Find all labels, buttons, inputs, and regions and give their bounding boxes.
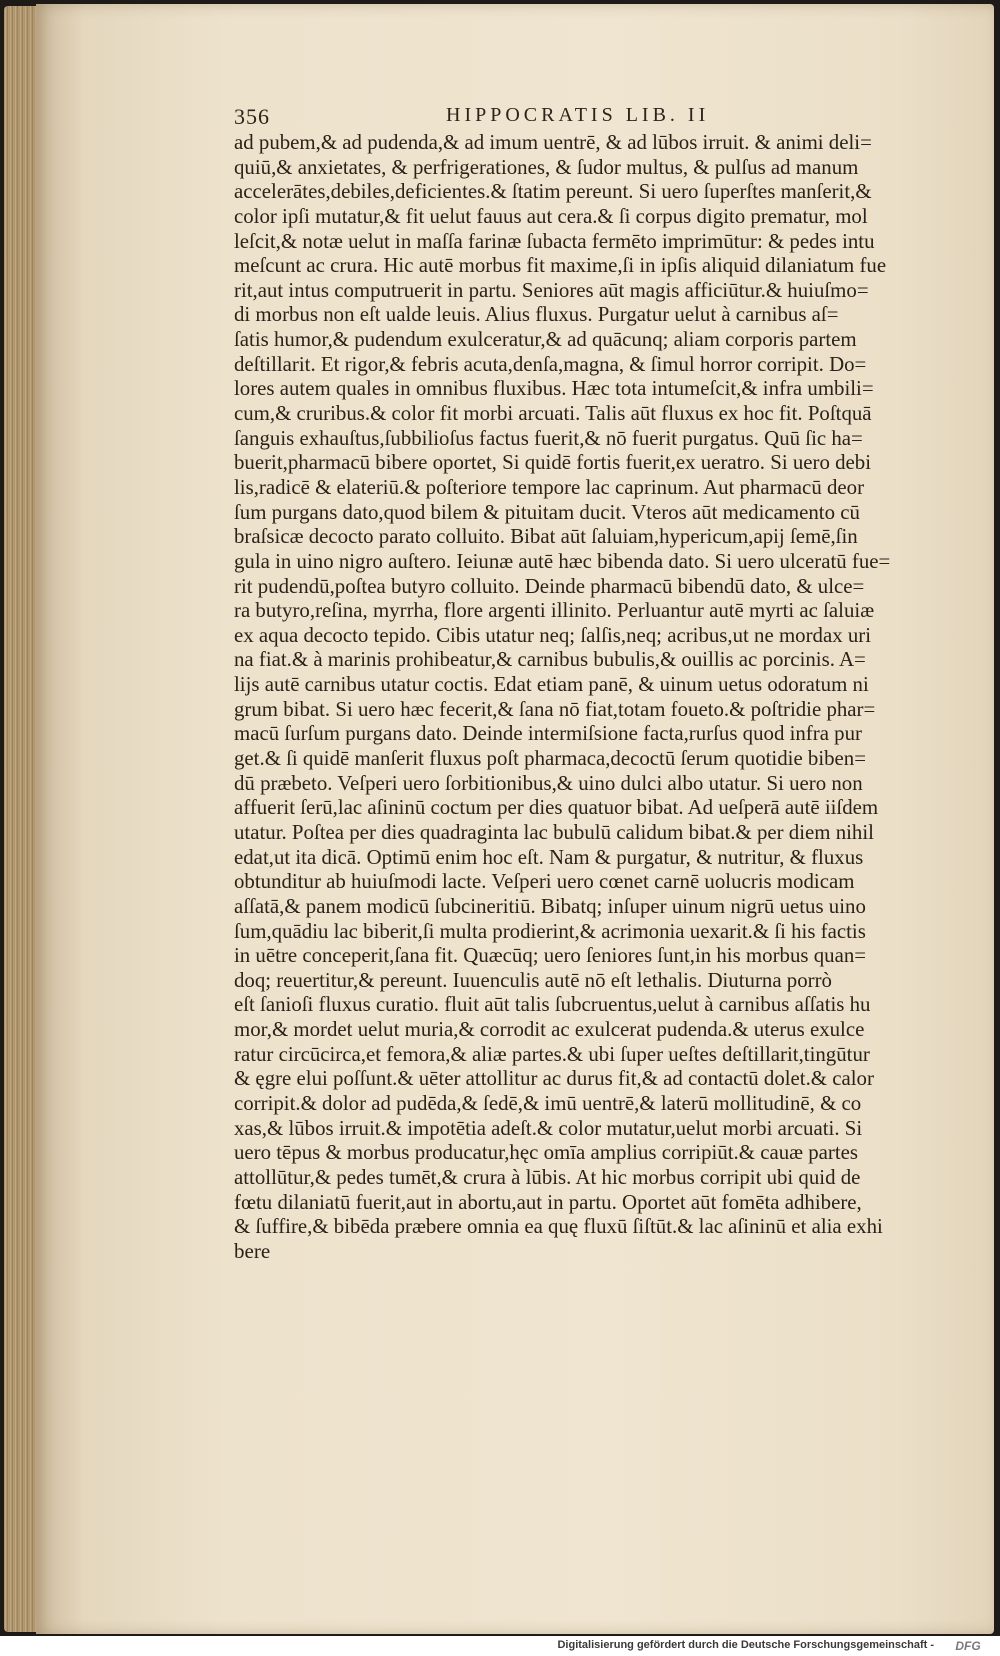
text-line: affuerit ſerū,lac aſininū coctum per dies quatuor bibat. Ad ueſperā autē iiſdem: [234, 795, 879, 820]
text-line: get.& ſi quidē manſerit fluxus poſt pharmaca,decoctū ſerum quotidie biben=: [234, 746, 867, 771]
text-line: ra butyro,reſina, myrrha, flore argenti illinito. Perluantur autē myrti ac ſaluiæ: [234, 598, 875, 623]
footer-credit: Digitalisierung gefördert durch die Deutsche Forschungsgemeinschaft -: [557, 1639, 934, 1651]
text-line: braſsicæ decocto parato colluito. Bibat aūt ſaluiam,hypericum,apij ſemē,ſin: [234, 524, 858, 549]
text-line: utatur. Poſtea per dies quadraginta lac bubulū calidum bibat.& per diem nihil: [234, 819, 874, 844]
text-line: uero tēpus & morbus producatur,hęc omīa amplius corripiūt.& cauæ partes: [234, 1140, 859, 1165]
text-line: lis,radicē & elateriū.& poſteriore tempore lac caprinum. Aut pharmacū deor: [234, 474, 865, 499]
text-line: corripit.& dolor ad pudēda,& ſedē,& imū uentrē,& laterū mollitudinē, & co: [234, 1090, 862, 1115]
text-line: color ipſi mutatur,& fit uelut fauus aut cera.& ſi corpus digito prematur, mol: [234, 203, 868, 228]
text-line: aſſatā,& panem modicū ſubcineritiū. Bibatq; inſuper uinum nigrū uetus uino: [234, 893, 866, 918]
text-line: buerit,pharmacū bibere oportet, Si quidē fortis fuerit,ex ueratro. Si uero debi: [234, 450, 872, 475]
text-line: ratur circūcirca,et femora,& aliæ partes.& ubi ſuper ueſtes deſtillarit,tingūtur: [234, 1041, 870, 1066]
text-line: fœtu dilaniatū fuerit,aut in abortu,aut in partu. Oportet aūt fomēta adhibere,: [234, 1189, 862, 1214]
text-line: na fiat.& à marinis prohibeatur,& carnibus bubulis,& ouillis ac porcinis. A=: [234, 647, 866, 672]
text-line: leſcit,& notæ uelut in maſſa farinæ ſubacta fermēto imprimūtur: & pedes intu: [234, 228, 875, 253]
text-line: & ęgre elui poſſunt.& uēter attollitur ac durus fit,& ad contactū dolet.& calor: [234, 1066, 874, 1091]
text-line: ex aqua decocto tepido. Cibis utatur neq; ſalſis,neq; acribus,ut ne mordax uri: [234, 622, 872, 647]
folio-number: 356: [234, 104, 270, 129]
text-line: accelerātes,debiles,deficientes.& ſtatim pereunt. Si uero ſuperſtes manſerit,&: [234, 179, 872, 204]
text-line: bere: [234, 1238, 271, 1263]
text-line: ad pubem,& ad pudenda,& ad imum uentrē, & ad lūbos irruit. & animi deli=: [234, 130, 872, 154]
text-line: dū præbeto. Veſperi uero ſorbitionibus,& uino dulci albo utatur. Si uero non: [234, 770, 863, 795]
text-line: doq; reuertitur,& pereunt. Iuuenculis autē nō eſt lethalis. Diuturna porrò: [234, 967, 832, 992]
page-edges: [4, 6, 38, 1632]
text-line: deſtillarit. Et rigor,& febris acuta,denſa,magna, & ſimul horror corripit. Do=: [234, 351, 867, 376]
text-line: grum bibat. Si uero hæc fecerit,& ſana nō fiat,totam foueto.& poſtridie phar=: [234, 696, 876, 721]
text-line: ſatis humor,& pudendum exulceratur,& ad quācunq; aliam corporis partem: [234, 327, 857, 352]
text-line: macū ſurſum purgans dato. Deinde intermiſsione facta,rurſus quod infra pur: [234, 721, 862, 746]
text-line: meſcunt ac crura. Hic autē morbus fit maxime,ſi in ipſis aliquid dilaniatum fue: [234, 253, 887, 278]
text-line: gula in uino nigro auſtero. Ieiunæ autē hæc bibenda dato. Si uero ulceratū fue=: [234, 548, 891, 573]
text-line: edat,ut ita dicā. Optimū enim hoc eſt. Nam & purgatur, & nutritur, & fluxus: [234, 844, 864, 869]
footer-bar: [0, 1636, 1000, 1656]
text-line: rit,aut intus computruerit in partu. Seniores aūt magis afficiūtur.& huiuſmo=: [234, 277, 869, 302]
running-title: HIPPOCRATIS LIB. II: [446, 104, 710, 126]
text-line: & ſuffire,& bibēda præbere omnia ea quę fluxū ſiſtūt.& lac aſininū et alia exhi: [234, 1214, 883, 1239]
text-line: xas,& lūbos irruit.& impotētia adeſt.& color mutatur,uelut morbi arcuati. Si: [234, 1115, 863, 1140]
text-line: rit pudendū,poſtea butyro colluito. Deinde pharmacū bibendū dato, & ulce=: [234, 573, 865, 598]
text-line: mor,& mordet uelut muria,& corrodit ac exulcerat pudenda.& uterus exulce: [234, 1017, 865, 1042]
text-line: quiū,& anxietates, & perfrigerationes, & ſudor multus, & pulſus ad manum: [234, 154, 859, 179]
text-line: attollūtur,& pedes tumēt,& crura à lūbis. At hic morbus corripit ubi quid de: [234, 1164, 861, 1189]
text-line: lores autem quales in omnibus fluxibus. Hæc tota intumeſcit,& infra umbili=: [234, 376, 874, 401]
text-line: ſum,quādiu lac biberit,ſi multa prodierint,& acrimonia uexarit.& ſi his factis: [234, 918, 866, 943]
dfg-logo: DFG: [955, 1639, 981, 1653]
text-line: cum,& cruribus.& color fit morbi arcuati. Talis aūt fluxus ex hoc fit. Poſtquā: [234, 401, 872, 426]
text-line: lijs autē carnibus utatur coctis. Edat etiam panē, & uinum uetus odoratum ni: [234, 672, 869, 697]
text-line: eſt ſanioſi fluxus curatio. fluit aūt talis ſubcruentus,uelut à carnibus aſſatis hu: [234, 992, 871, 1017]
body-text: [234, 130, 954, 1263]
text-line: ſanguis exhauſtus,ſubbilioſus factus fuerit,& nō fuerit purgatus. Quū ſic ha=: [234, 425, 863, 450]
text-line: di morbus non eſt ualde leuis. Alius fluxus. Purgatur uelut à carnibus aſ=: [234, 302, 839, 327]
text-line: obtunditur ab huiuſmodi lacte. Veſperi uero cœnet carnē uolucris modicam: [234, 869, 855, 894]
text-line: in uētre conceperit,ſana fit. Quæcūq; uero ſeniores ſunt,in his morbus quan=: [234, 943, 867, 968]
running-head: [234, 104, 934, 132]
text-line: ſum purgans dato,quod bilem & pituitam ducit. Vteros aūt medicamento cū: [234, 499, 860, 524]
